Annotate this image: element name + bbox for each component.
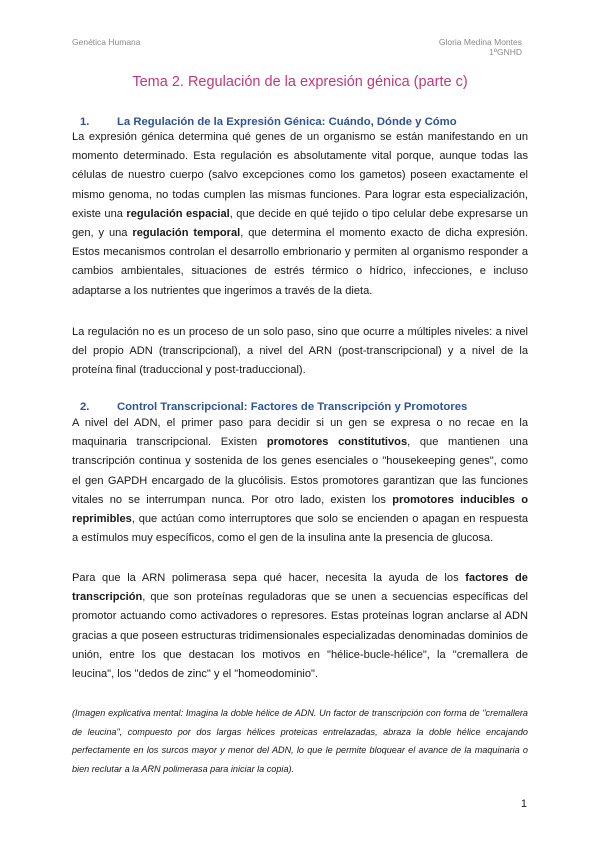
section-1-heading: [80, 115, 520, 129]
header-group: 1ºGNHD: [489, 47, 522, 57]
text-run: , que decide en qué tejido o tipo celular debe expresarse un gen, y una: [72, 207, 528, 240]
explanatory-note: (Imagen explicativa mental: Imagina la doble hélice de ADN. Un factor de transcripción con forma de "cremallera de leucina", compuesto por dos largas hélices proteicas entrelazadas, abraza la doble hélice encajando perfectamente en los surcos mayor y menor del ADN, lo que le permite bloquear el avance de la maquinaria o bien reclutar a la ARN polimerasa para iniciar la copia).: [72, 708, 528, 774]
section-2-paragraph-2: [72, 569, 528, 684]
section-1-number: 1.: [80, 116, 90, 128]
header-author: [439, 37, 522, 57]
text-run: , que determina el momento exacto de dicha expresión. Estos mecanismos controlan el desarrollo embrionario y permiten al organismo responder a cambios ambientales, situaciones de estrés térmico o hídrico, infecciones, e incluso adaptarse a los nutrientes que ingerimos a través de la dieta.: [72, 227, 528, 297]
section-1-title: La Regulación de la Expresión Génica: Cuándo, Dónde y Cómo: [117, 116, 457, 128]
section-2-title: Control Transcripcional: Factores de Transcripción y Promotores: [117, 401, 468, 413]
text-run: La expresión génica determina qué genes de un organismo se están manifestando en un momento determinado. Esta regulación es absolutamente vital porque, aunque todas las células de nuestro cuerpo (salvo excepciones como los gametos) poseen exactamente el mismo genoma, no todas cumplen las mismas funciones. Para lograr esta especialización, existe una: [72, 131, 528, 220]
section-1-paragraph-2: La regulación no es un proceso de un solo paso, sino que ocurre a múltiples niveles: a nivel del propio ADN (transcripcional), a nivel del ARN (post-transcripcional) y a nivel de la proteína final (traduccional y post-traduccional).: [72, 326, 528, 377]
text-run: Para que la ARN polimerasa sepa qué hacer, necesita la ayuda de los: [72, 572, 466, 584]
section-2-number: 2.: [80, 401, 90, 413]
bold-term: factores de transcripción: [72, 572, 528, 604]
section-2-heading: [80, 400, 520, 414]
page-title: Tema 2. Regulación de la expresión génica (parte c): [132, 74, 468, 90]
header-author-name: Gloria Medina Montes: [438, 37, 522, 47]
text-run: , que son proteínas reguladoras que se unen a secuencias específicas del promotor actuando como activadores o represores. Estas proteínas logran anclarse al ADN gracias a que poseen estructuras tridimensionales especializadas denominadas dominios de unión, entre los que destacan los motivos en "hélice-bucle-hélice", la "cremallera de leucina", los "dedos de zinc" y el "homeodominio".: [72, 591, 528, 681]
bold-term: regulación espacial: [126, 207, 230, 220]
bold-term: promotores constitutivos: [266, 436, 408, 449]
section-1-paragraph-1: [72, 128, 528, 301]
page-number: 1: [520, 798, 527, 810]
text-run: , que actúan como interruptores que solo se encienden o apagan en respuesta a estímulos muy específicos, como el gen de la insulina ante la presencia de glucosa.: [72, 513, 528, 545]
header-course: Genética Humana: [72, 37, 141, 47]
section-2-paragraph-1: [72, 414, 528, 548]
text-run: , que mantienen una transcripción continua y sostenida de los genes esenciales o "housekeeping genes", como el gen GAPDH encargado de la glucólisis. Estos promotores garantizan que las funciones vitales no se interrumpan nunca. Por otro lado, existen los: [72, 436, 528, 506]
text-run: A nivel del ADN, el primer paso para decidir si un gen se expresa o no recae en la maquinaria transcripcional. Existen: [72, 417, 528, 449]
bold-term: regulación temporal: [132, 227, 241, 240]
bold-term: promotores inducibles o reprimibles: [72, 493, 528, 526]
